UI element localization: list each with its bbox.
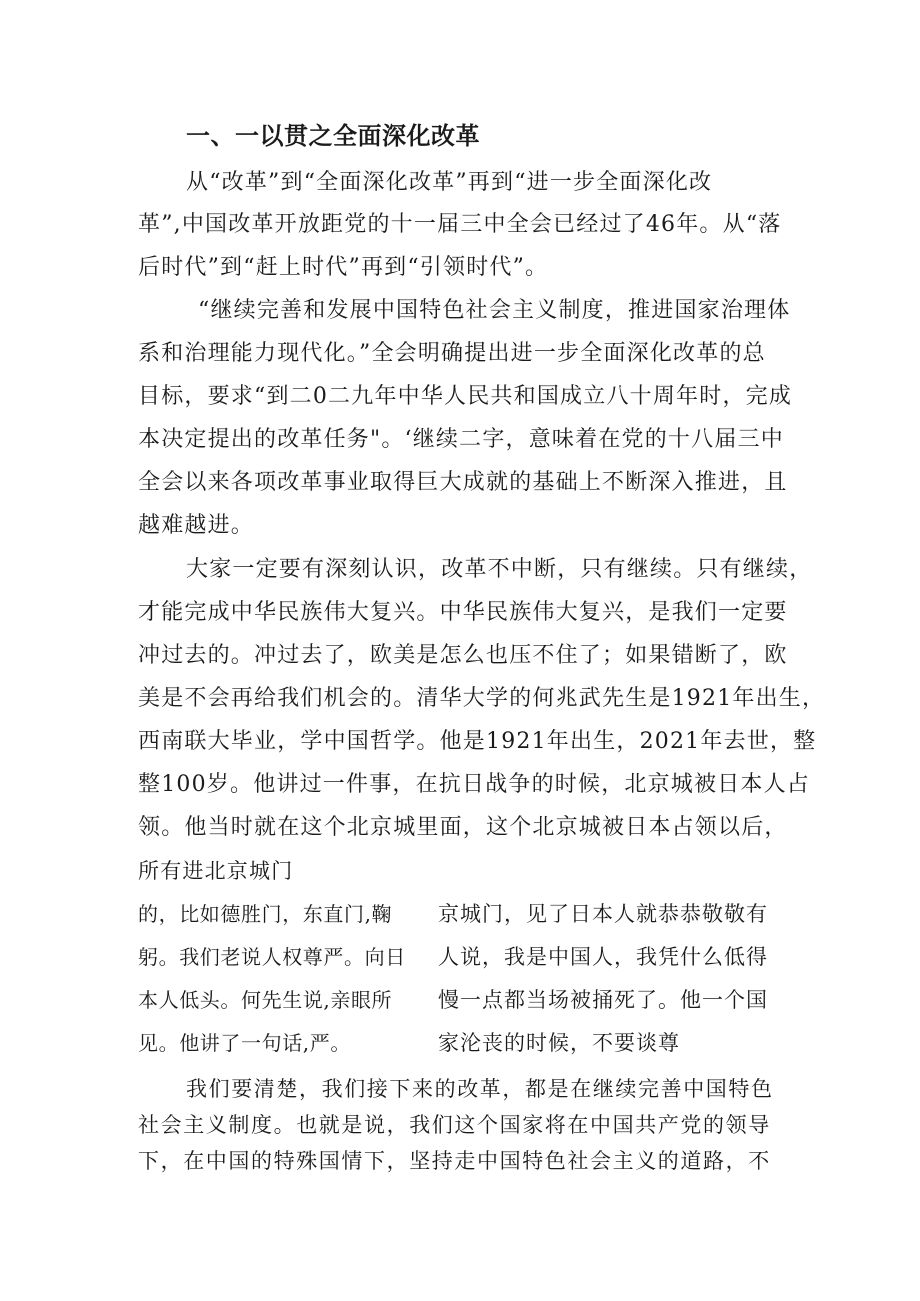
right-column-line: 人说，我是中国人，我凭什么低得: [438, 945, 768, 969]
paragraph-line: 整100岁。他讲过一件事，在抗日战争的时候，北京城被日本人占: [138, 772, 810, 797]
paragraph-line: 所有进北京城门: [138, 859, 294, 883]
paragraph-line: 社会主义制度。也就是说，我们这个国家将在中国共产党的领导: [138, 1113, 771, 1137]
paragraph-line: 下，在中国的特殊国情下，坚持走中国特色社会主义的道路，不: [138, 1149, 771, 1173]
paragraph-line: 我们要清楚，我们接下来的改革，都是在继续完善中国特色: [186, 1077, 774, 1101]
paragraph-line: 西南联大毕业，学中国哲学。他是1921年出生，2021年去世，整: [138, 729, 817, 754]
left-column-line: 的，比如德胜门，东直门,鞠: [138, 902, 393, 926]
paragraph-line: 领。他当时就在这个北京城里面，这个北京城被日本占领以后，: [138, 815, 788, 840]
left-column-line: 见。他讲了一句话,严。: [138, 1031, 351, 1055]
paragraph-line: 才能完成中华民族伟大复兴。中华民族伟大复兴，是我们一定要: [138, 600, 788, 625]
paragraph-line: 革”,中国改革开放距党的十一届三中全会已经过了46年。从“落: [138, 212, 782, 237]
right-column-line: 京城门，见了日本人就恭恭敬敬有: [438, 902, 768, 926]
section-heading: 一、一以贯之全面深化改革: [186, 122, 480, 150]
paragraph-line: 系和治理能力现代化。”全会明确提出进一步全面深化改革的总: [138, 341, 766, 366]
left-column-line: 躬。我们老说人权尊严。向日: [138, 945, 406, 969]
left-column-line: 本人低头。何先生说,亲眼所: [138, 988, 393, 1012]
paragraph-line: 后时代”到“赶上时代”再到“引领时代”。: [138, 255, 549, 280]
right-column-line: 慢一点都当场被捅死了。他一个国: [438, 988, 768, 1012]
paragraph-line: 美是不会再给我们机会的。清华大学的何兆武先生是1921年出生，: [138, 686, 826, 711]
paragraph-line: 本决定提出的改革任务"。‘继续二字，意味着在党的十八届三中: [138, 427, 784, 452]
paragraph-line: 全会以来各项改革事业取得巨大成就的基础上不断深入推进，且: [138, 470, 788, 495]
paragraph-line: 目标，要求“到二0二九年中华人民共和国成立八十周年时，完成: [138, 384, 793, 409]
paragraph-line: 从“改革”到“全面深化改革”再到“进一步全面深化改: [186, 170, 713, 195]
paragraph-line: “继续完善和发展中国特色社会主义制度，推进国家治理体: [198, 298, 791, 323]
right-column-line: 家沦丧的时候，不要谈尊: [438, 1031, 680, 1055]
paragraph-line: 冲过去的。冲过去了，欧美是怎么也压不住了；如果错断了，欧: [138, 643, 788, 668]
paragraph-line: 越难越进。: [138, 513, 255, 538]
paragraph-line: 大家一定要有深刻认识，改革不中断，只有继续。只有继续，: [186, 557, 813, 582]
